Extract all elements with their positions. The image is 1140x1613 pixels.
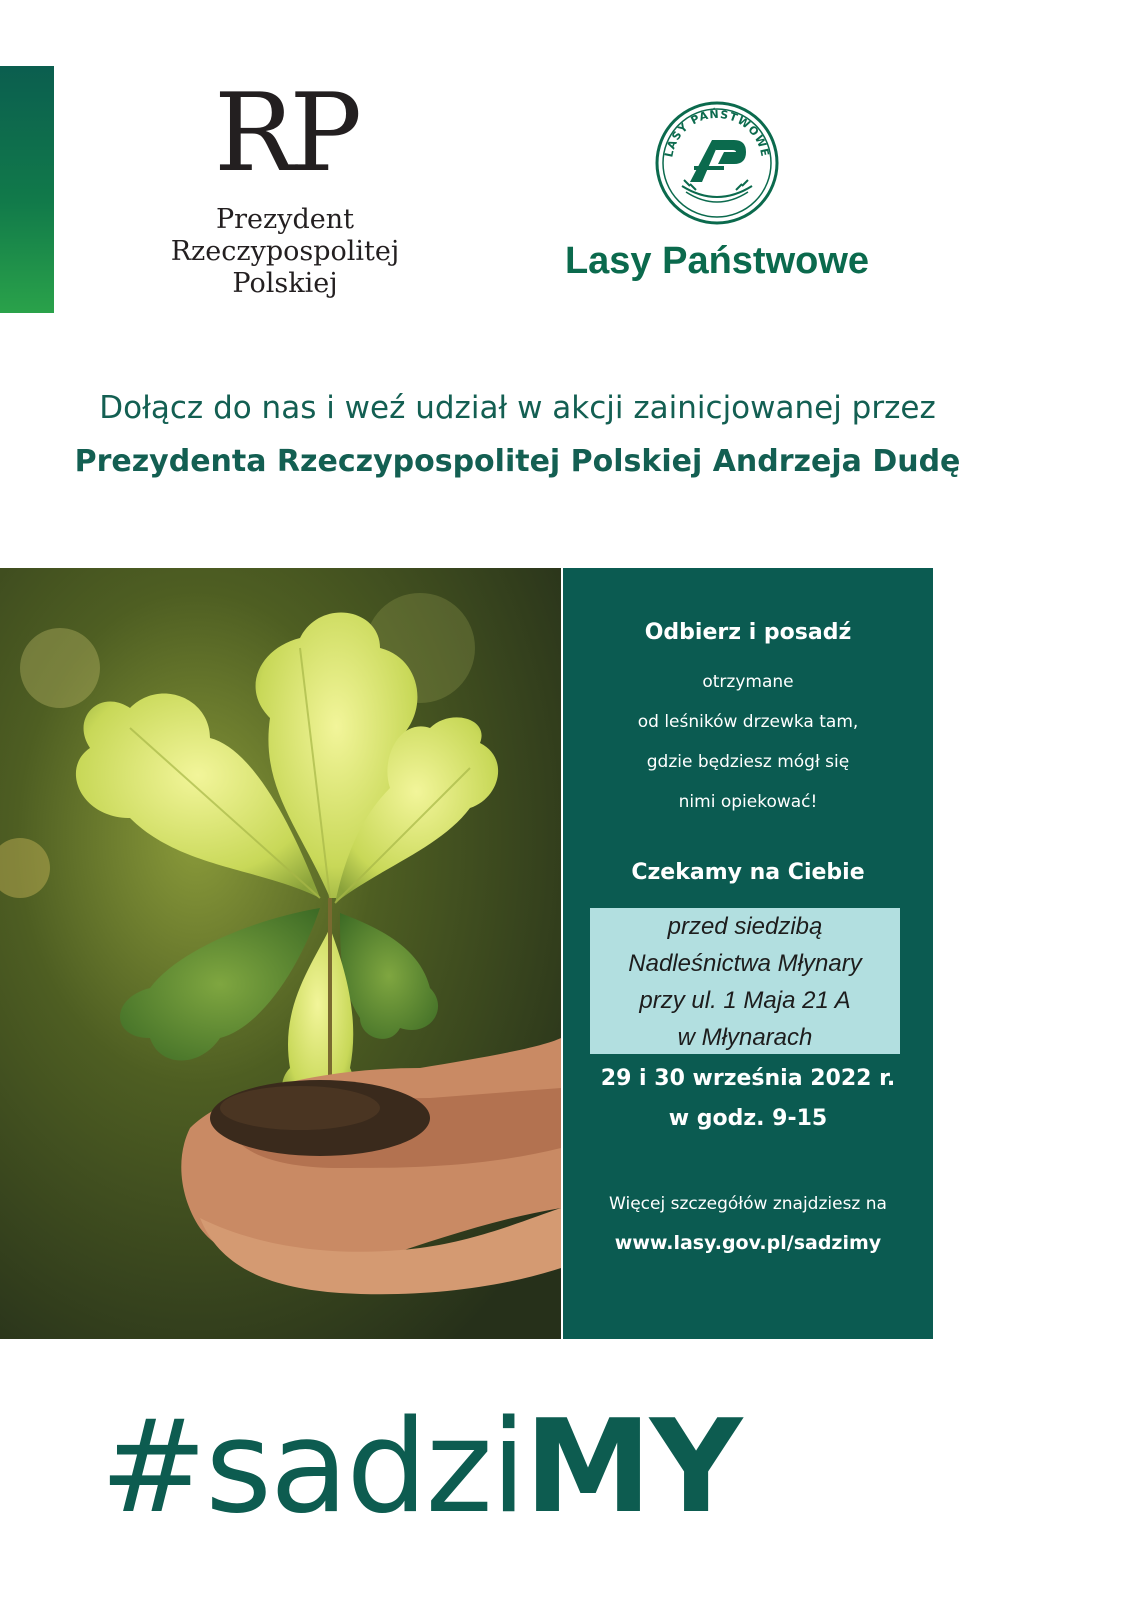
hashtag-bold: MY: [524, 1393, 741, 1542]
panel-text-line: gdzie będziesz mógł się: [646, 752, 850, 772]
event-hours: w godz. 9-15: [668, 1106, 828, 1131]
website-link[interactable]: www.lasy.gov.pl/sadzimy: [614, 1232, 882, 1254]
more-info-text: Więcej szczegółów znajdziesz na: [609, 1194, 887, 1214]
svg-text:LASY PAŃSTWOWE: LASY PAŃSTWOWE: [662, 107, 772, 159]
address-box: przed siedzibą Nadleśnictwa Młynary przy ul. 1 Maja 21 A w Młynarach: [590, 908, 900, 1054]
panel-text-line: nimi opiekować!: [678, 792, 818, 812]
hashtag-regular: #sadzi: [100, 1393, 525, 1542]
panel-text-line: otrzymane: [702, 672, 794, 692]
lasy-seal-icon: [654, 100, 780, 226]
intro-headline: Prezydenta Rzeczypospolitej Polskiej Andrzeja Dudę: [74, 444, 961, 479]
intro-line: Dołącz do nas i weź udział w akcji zainicjowanej przez: [99, 390, 936, 426]
president-logo: [150, 71, 420, 300]
seedling-photo: [0, 568, 561, 1339]
oak-seedling-illustration: [0, 568, 561, 1339]
info-panel: [563, 568, 933, 1339]
panel-heading: Odbierz i posadź: [644, 620, 852, 645]
campaign-hashtag: [100, 1393, 741, 1542]
rp-monogram: RP: [214, 71, 356, 196]
event-date: 29 i 30 września 2022 r.: [600, 1066, 896, 1091]
president-name: Prezydent Rzeczypospolitej Polskiej: [170, 204, 400, 299]
panel-text-line: od leśników drzewka tam,: [637, 712, 859, 732]
lasy-panstwowe-logo: [552, 100, 882, 282]
lasy-name: Lasy Państwowe: [564, 240, 870, 282]
panel-subheading: Czekamy na Ciebie: [631, 860, 865, 885]
accent-bar: [0, 66, 54, 313]
